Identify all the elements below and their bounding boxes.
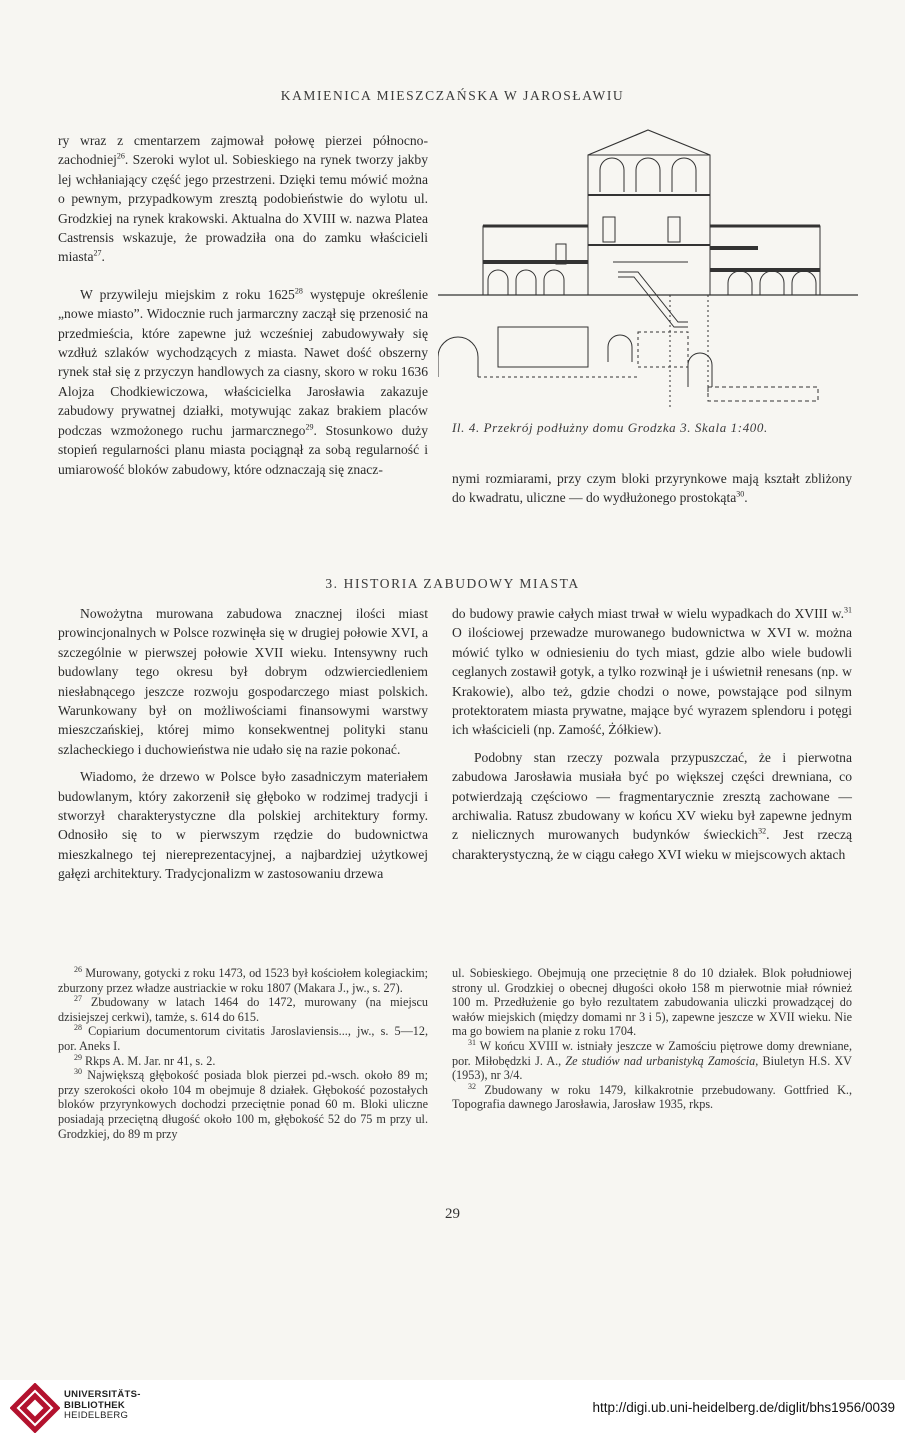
paragraph: Podobny stan rzeczy pozwala przypuszczać, że i pierwotna zabudowa Jarosławia musiała być po większej części drewniana, co potwierdzają częściowo — fragmentarycznie zresztą zachowane — archiwalia. Ratusz zbudowany w końcu XV wieku był zapewne jednym z nielicznych murowanych budynków świeckich$^{32}$. Jest rzeczą charakterystyczną, że w ciągu całego XVI wieku w miejscowych aktach — [452, 749, 853, 862]
footnote-ref: 26 — [116, 151, 125, 161]
source-url-link[interactable]: http://digi.ub.uni-heidelberg.de/diglit/bhs1956/0039 — [592, 1400, 895, 1415]
running-head: KAMIENICA MIESZCZAŃSKA W JAROSŁAWIU — [280, 88, 625, 103]
building-cross-section-drawing — [438, 122, 858, 412]
footnote-ref: 31 — [844, 605, 852, 615]
paragraph: W przywileju miejskim z roku 1625$^{28}$ występuje określenie „nowe miasto”. Widocznie ruch jarmarczny zaczął się przenosić na przedmieścia, które zapewne już wcześniej zabudowywały się wzdłuż szlaków wychodzących z miasta. Nawet dość obszerny rynek stał się z przyczyn handlowych za ciasny, skoro w roku 1636 Alojza Chodkiewiczowa, właścicielka Jarosławia zakazuje zabudowy prywatnej działki, motywując zakaz brakiem placów podczas wzmożonego ruchu jarmarcznego$^{29}$. Stosunkowo duży stopień regularności planu miasta pociągnął za sobą regularność i umiarowość bloków zabudowy, które odznaczają się znacz- — [58, 286, 428, 477]
text-column-top-right — [452, 469, 852, 508]
paragraph: Nowożytna murowana zabudowa znacznej ilości miast prowincjonalnych w Polsce rozwinęła się w drugiej połowie XVI, a szczególnie w pierwszej połowie XVII wieku. Intensywny ruch budowlany tego okresu był dobrym odzwierciedleniem niesłabnącego jeszcze rozwoju gospodarczego miast polskich. Warunkowany był on możliwościami finansowymi warstwy mieszczańskiej, której mimo konsekwentnej polityki stanu szlacheckiego i duchowieństwa nie udało się na razie pokonać. — [58, 606, 428, 757]
footnotes-right — [452, 966, 852, 1112]
paragraph: nymi rozmiarami, przy czym bloki przyrynkowe mają kształt zbliżony do kwadratu, uliczne — do wydłużonego prostokąta$^{30}$. — [452, 471, 852, 506]
paragraph: ry wraz z cmentarzem zajmował połowę pierzei północno-zachodniej$^{26}$. Szeroki wylot ul. Sobieskiego na rynek tworzy jakby lej wchłaniający część jego przestrzeni. Dzięki temu mówić można o pewnym, przypadkowym zresztą podobieństwie do wylotu ul. Grodzkiej na rynek krakowski. Aktualna do XVIII w. nazwa Platea Castrensis wskazuje, że prowadziła ona do zamku właścicieli miasta$^{27}$. — [58, 133, 428, 265]
footnote: $^{30}$ Największą głębokość posiada blok pierzei pd.-wsch. około 89 m; przy szerokości około 104 m obejmuje 8 działek. Głębokość pozostałych bloków przyrynkowych dochodzi przeciętnie ponad 60 m. Bloki uliczne posiadają przeciętną długość około 100 m, głębokość 52 do 75 m przy ul. Grodzkiej, do 89 m przy — [58, 1067, 428, 1141]
footnote-ref: 29 — [305, 422, 314, 432]
text-column-middle-left — [58, 604, 428, 884]
footnotes-left — [58, 966, 428, 1141]
footnote: $^{27}$ Zbudowany w latach 1464 do 1472, murowany (na miejscu dzisiejszej cerkwi), tamże, s. 614 do 615. — [58, 994, 428, 1024]
footnote-ref: 30 — [736, 489, 745, 499]
figure-caption: Il. 4. Przekrój podłużny domu Grodzka 3. Skala 1:400. — [452, 420, 768, 435]
section-heading: 3. HISTORIA ZABUDOWY MIASTA — [325, 576, 580, 591]
library-logo-icon — [10, 1383, 60, 1433]
footnote-continuation: ul. Sobieskiego. Obejmują one przeciętnie 8 do 10 działek. Blok południowej strony ul. Grodzkiej o obecnej długości około 158 m pierwotnie miał również 100 m. Przedłużenie go było rezultatem zabudowania uliczki prowadzącej do wałów miejskich (między domami nr 3 i 5), zapewne jeszcze w XVII wieku. Nie ma go bowiem na planie z roku 1704. — [452, 966, 852, 1039]
footnote: $^{29}$ Rkps A. M. Jar. nr 41, s. 2. — [74, 1052, 216, 1068]
library-logo-text: UNIVERSITÄTS- BIBLIOTHEK HEIDELBERG — [64, 1389, 141, 1421]
paragraph: do budowy prawie całych miast trwał w wielu wypadkach do XVIII w.$^{31}$ O ilościowej przewadze murowanego budownictwa w XVI w. można mówić tylko w odniesieniu do tych miast, gdzie albo wiele budowli ceglanych zostawił gotyk, a tylko rozwinął je i uświetnił renesans (np. w Krakowie), albo też, gdzie chodzi o nowe, powstające pod silnym protektoratem miasta prywatne, mające być wyrazem splendoru i potęgi ich właścicieli (np. Zamość, Żółkiew). — [452, 605, 852, 738]
text-column-middle-right — [452, 604, 852, 864]
footnote: $^{28}$ Copiarium documentorum civitatis Jaroslaviensis..., jw., s. 5—12, por. Aneks I. — [58, 1023, 429, 1053]
text-column-top-left — [58, 131, 428, 479]
paragraph: Wiadomo, że drzewo w Polsce było zasadniczym materiałem budowlanym, który zakorzenił się głęboko w rodzimej tradycji i stworzył charakterystyczne dla polskiej architektury formy. Odnosiło się to w pierwszym rzędzie do budownictwa mieszkalnego tej niereprezentacyjnej, a najbardziej użytkowej gałęzi architektury. Tradycjonalizm w zastosowaniu drzewa — [58, 769, 428, 882]
footnote: $^{31}$ W końcu XVIII w. istniały jeszcze w Zamościu piętrowe domy drewniane, por. Miłobędzki J. A., Ze studiów nad urbanistyką Zamościa, Biuletyn H.S. XV (1953), nr 3/4. — [452, 1037, 853, 1083]
section-drawing-figure — [438, 122, 858, 412]
footnote-ref: 32 — [758, 826, 767, 836]
footnote: $^{32}$ Zbudowany w roku 1479, kilkakrotnie przebudowany. Gottfried K., Topografia dawnego Jarosławia, Jarosław 1935, rkps. — [452, 1081, 852, 1112]
footnote: $^{26}$ Murowany, gotycki z roku 1473, od 1523 był kościołem kolegiackim; zburzony przez władze austriackie w roku 1807 (Makara J., jw., s. 27). — [58, 964, 429, 995]
footnote-ref: 28 — [294, 286, 303, 296]
footnote-ref: 27 — [93, 248, 102, 258]
page-number: 29 — [445, 1206, 460, 1222]
